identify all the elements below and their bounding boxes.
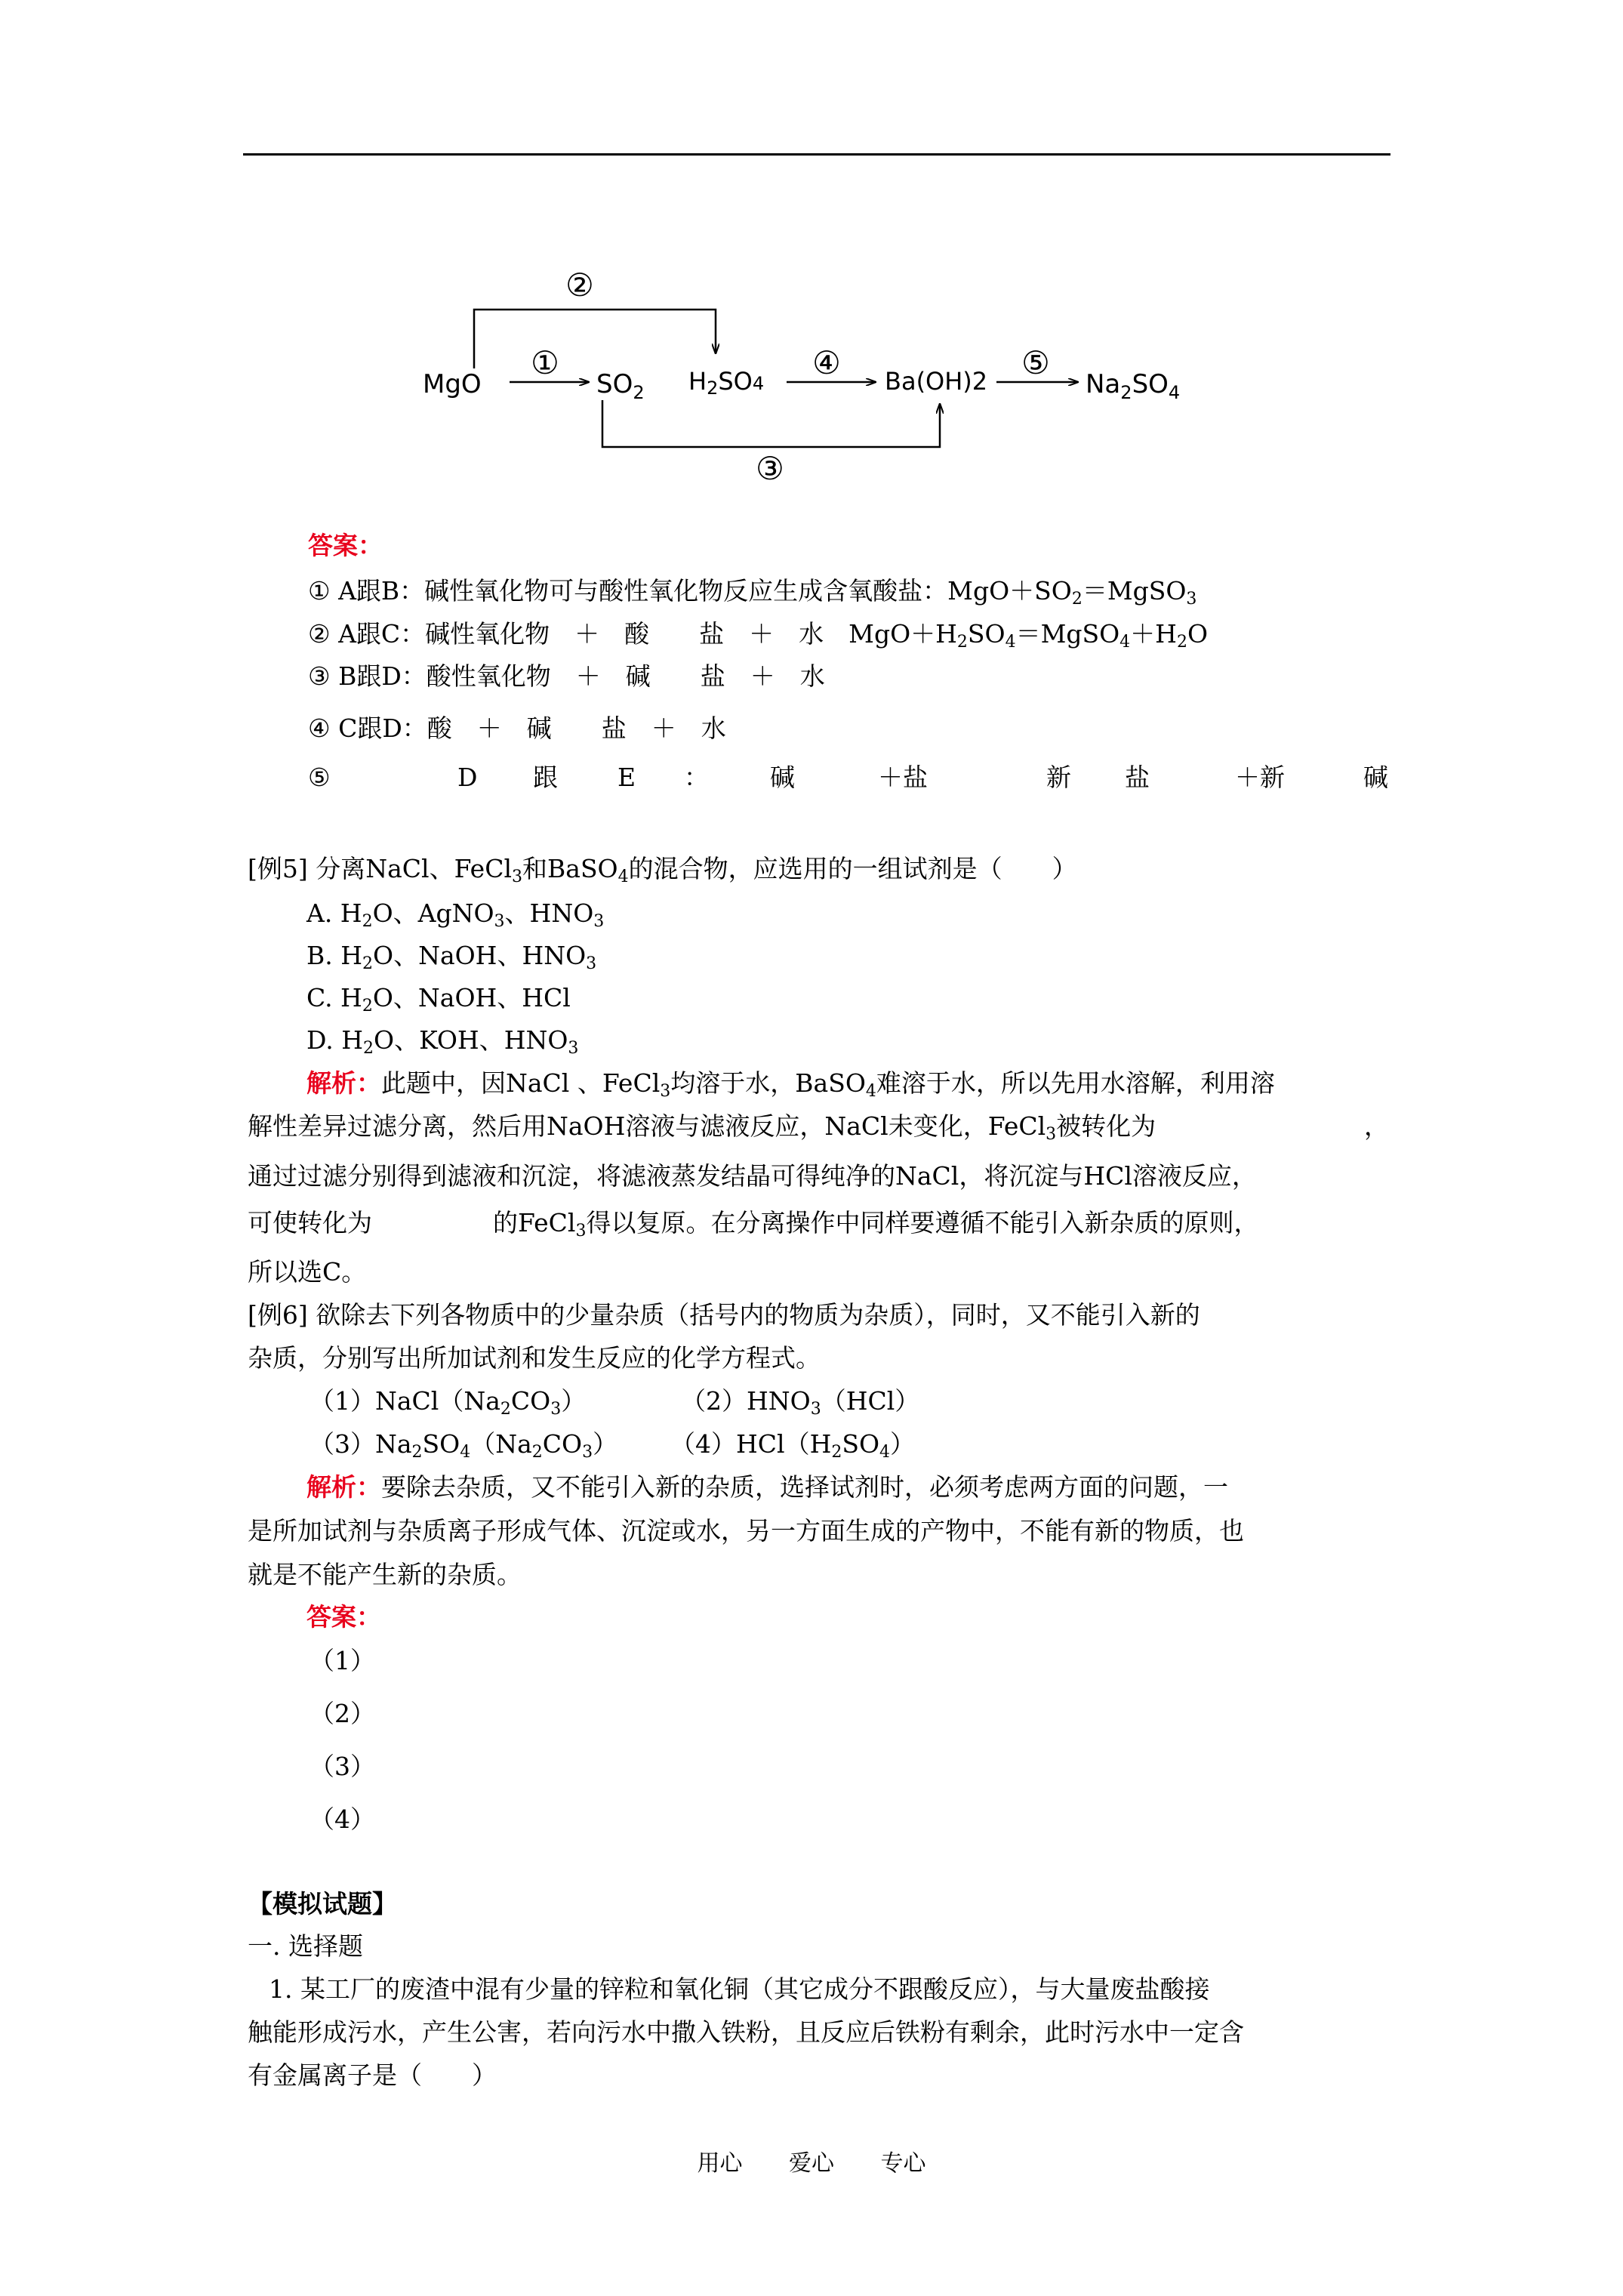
simulated-questions-heading: 【模拟试题】: [248, 1889, 397, 1918]
example-6-question-line-2: 杂质，分别写出所加试剂和发生反应的化学方程式。: [248, 1343, 821, 1373]
header-rule: [243, 153, 1390, 156]
example-6-answer-heading: 答案：: [306, 1602, 381, 1632]
example-6-question-line-1: [例6] 欲除去下列各物质中的少量杂质（括号内的物质为杂质），同时，又不能引入新的: [248, 1300, 1200, 1330]
answer-line-4: ④ C跟D：酸 ＋ 碱 盐 ＋ 水: [308, 713, 726, 743]
example-5-analysis-line-4: 可使转化为 的FeCl$_3$得以复原。在分离操作中同样要遵循不能引入新杂质的原则，: [248, 1208, 1259, 1240]
example-6-item-4: $(4)HCl(H_2SO_4)$: [670, 1429, 916, 1462]
example-6-answer-1: （1）: [310, 1646, 375, 1675]
node-h2so4: H2SO4: [688, 367, 765, 399]
reaction-diagram: [423, 249, 1200, 498]
section-choice-heading: 一. 选择题: [248, 1931, 363, 1961]
answer-heading: 答案：: [308, 531, 383, 560]
footer-word-1: 用心: [697, 2150, 743, 2177]
example-6-analysis-line-1: 解析：要除去杂质，又不能引入新的杂质，选择试剂时，必须考虑两方面的问题，一: [306, 1472, 1228, 1502]
example-6-item-2: $(2)HNO_3(HCl)$: [681, 1386, 920, 1419]
label-5: ⑤: [1021, 344, 1050, 381]
example-5-analysis-line-5: 所以选C。: [248, 1257, 367, 1287]
footer-word-2: 爱心: [789, 2150, 834, 2177]
sim-question-1-line-2: 触能形成污水，产生公害，若向污水中撒入铁粉，且反应后铁粉有剩余，此时污水中一定含: [248, 2017, 1244, 2047]
example-6-answer-4: （4）: [310, 1804, 375, 1834]
answer-line-2: ② A跟C：碱性氧化物 ＋ 酸 盐 ＋ 水 $MgO+H_2SO_4=MgSO_4+H_2O$: [308, 619, 1209, 652]
label-3: ③: [756, 450, 784, 487]
answer-line-3: ③ B跟D：酸性氧化物 ＋ 碱 盐 ＋ 水: [308, 661, 825, 691]
answer-line-5: ⑤ D 跟 E ： 碱 ＋盐 新 盐 ＋新 碱: [308, 763, 1388, 792]
example-6-answer-2: （2）: [310, 1699, 375, 1728]
node-so2: $SO_2$: [596, 369, 645, 403]
example-6-item-1: $(1)NaCl(Na_2CO_3)$: [310, 1386, 587, 1419]
node-na2so4: $Na_2SO_4$: [1086, 369, 1181, 403]
example-5-question: [例5] 分离NaCl、FeCl$_3$和BaSO$_4$的混合物，应选用的一组试剂是（ ）: [248, 854, 1077, 886]
label-1: ①: [531, 344, 559, 381]
footer-word-3: 专心: [880, 2150, 926, 2177]
node-baoh2: Ba(OH)2: [885, 367, 988, 396]
example-5-analysis-line-2: 解性差异过滤分离，然后用NaOH溶液与滤液反应，NaCl未变化，FeCl$_3$被转化为 ，: [248, 1111, 1389, 1144]
label-4: ④: [812, 344, 841, 381]
example-6-analysis-line-3: 就是不能产生新的杂质。: [248, 1560, 522, 1589]
node-mgo: MgO: [423, 369, 482, 399]
example-5-analysis-line-3: 通过过滤分别得到滤液和沉淀，将滤液蒸发结晶可得纯净的NaCl，将沉淀与HCl溶液反应，: [248, 1161, 1257, 1191]
option-a: A. $H_2O$、AgNO$_3$、$HNO_3$: [306, 898, 605, 931]
route-3-arrow: [602, 400, 940, 447]
example-5-analysis-line-1: 解析：此题中，因NaCl 、FeCl$_3$均溶于水，BaSO$_4$难溶于水，所以先用水溶解，利用溶: [306, 1068, 1275, 1101]
example-6-analysis-line-2: 是所加试剂与杂质离子形成气体、沉淀或水，另一方面生成的产物中，不能有新的物质，也: [248, 1516, 1244, 1546]
example-6-item-3: $(3)Na_2SO_4(Na_2CO_3)$: [310, 1429, 618, 1462]
example-6-answer-3: （3）: [310, 1752, 375, 1781]
label-2: ②: [565, 267, 594, 304]
answer-line-1: ① A跟B：碱性氧化物可与酸性氧化物反应生成含氧酸盐：$MgO+SO_2=MgSO_3$: [308, 576, 1197, 609]
route-2-arrow: [474, 310, 716, 368]
sim-question-1-line-1: 1. 某工厂的废渣中混有少量的锌粒和氧化铜（其它成分不跟酸反应），与大量废盐酸接: [269, 1974, 1210, 2004]
option-d: D. $H_2O$、KOH、$HNO_3$: [306, 1025, 579, 1058]
option-c: C. $H_2O$、NaOH、HCl: [306, 983, 571, 1015]
sim-question-1-line-3: 有金属离子是（ ）: [248, 2060, 497, 2090]
page-footer: [0, 2144, 1623, 2177]
option-b: B. $H_2O$、NaOH、$HNO_3$: [306, 941, 597, 973]
